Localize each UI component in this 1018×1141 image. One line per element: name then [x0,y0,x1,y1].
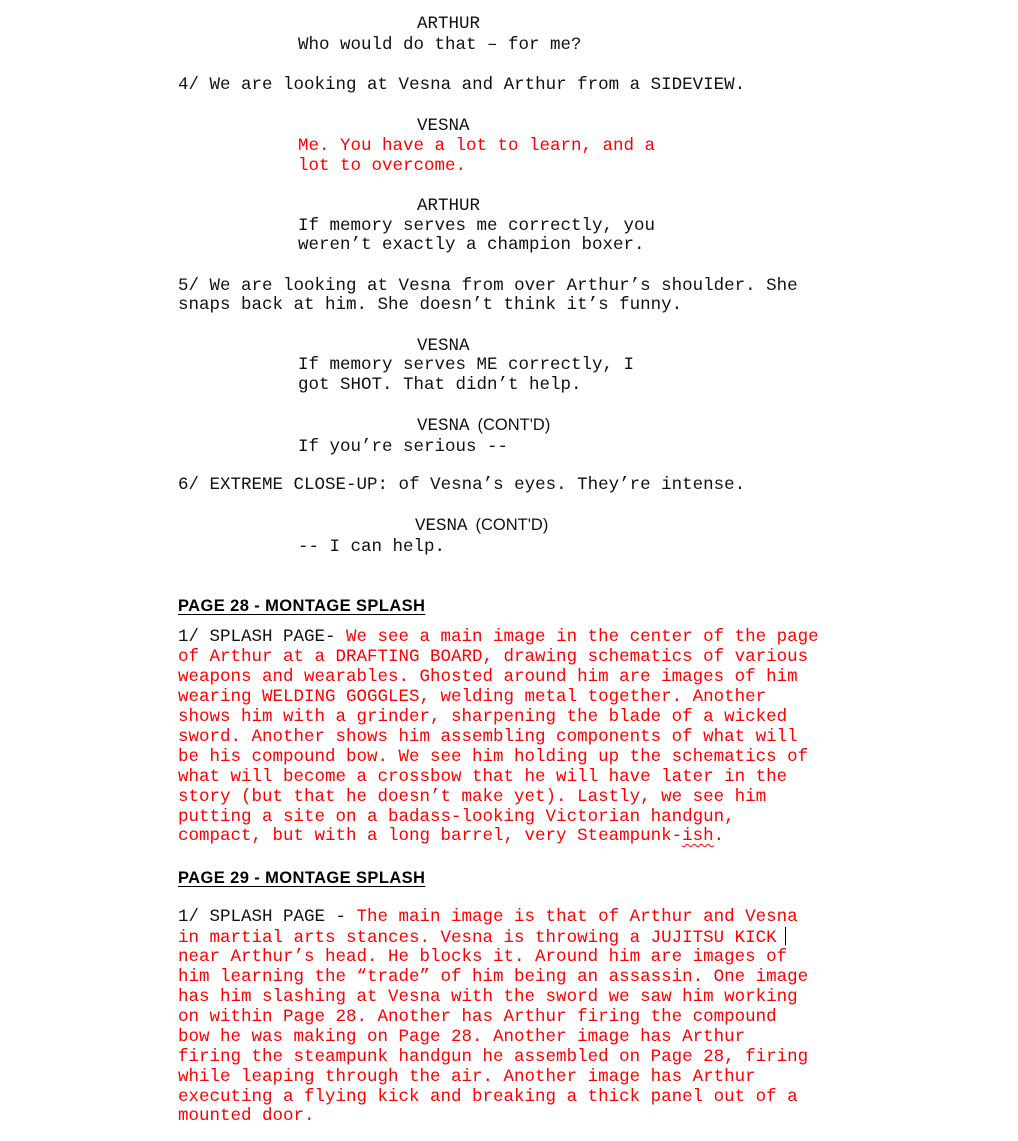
dialogue-line: got SHOT. That didn’t help. [298,375,582,395]
action-text: EXTREME CLOSE-UP: of Vesna’s eyes. They’re intense. [209,475,746,495]
character-cue [415,515,548,536]
dialogue-line: lot to overcome. [298,156,467,176]
panel-description [178,907,798,927]
description-line: putting a site on a badass-looking Victorian handgun, [178,807,735,827]
character-extension: (CONT'D) [475,516,549,534]
description-line: in martial arts stances. Vesna is throwing a JUJITSU KICK [178,927,786,948]
description-line: executing a flying kick and breaking a thick panel out of a [178,1087,798,1107]
description-line: shows him with a grinder, sharpening the blade of a wicked [178,707,788,727]
dialogue-line: -- I can help. [298,537,446,557]
panel-label: 1/ SPLASH PAGE- [178,627,347,647]
panel-number: 5/ [178,276,200,296]
panel-label: 1/ SPLASH PAGE - [178,907,357,927]
action-text: We are looking at Vesna from over Arthur’s shoulder. She [209,276,798,296]
action-text: We are looking at Vesna and Arthur from a SIDEVIEW. [209,75,746,95]
page-heading: PAGE 28 - MONTAGE SPLASH [178,597,426,615]
description-line: We see a main image in the center of the page [346,627,819,647]
character-name: ARTHUR [417,196,481,216]
description-line: firing the steampunk handgun he assembled on Page 28, firing [178,1047,809,1067]
description-line: The main image is that of Arthur and Vesna [356,907,798,927]
panel-number: 4/ [178,75,200,95]
description-line: what will become a crossbow that he will have later in the [178,767,788,787]
description-line: while leaping through the air. Another image has Arthur [178,1067,756,1087]
dialogue-line: Me. You have a lot to learn, and a [298,136,656,156]
text-cursor [785,927,786,945]
description-line: bow he was making on Page 28. Another image has Arthur [178,1027,746,1047]
description-line: near Arthur’s head. He blocks it. Around him are images of [178,947,788,967]
dialogue-line: If you’re serious -- [298,437,509,457]
dialogue-line: If memory serves ME correctly, I [298,355,635,375]
description-line: compact, but with a long barrel, very Steampunk-ish. [178,826,725,846]
description-line: on within Page 28. Another has Arthur firing the compound [178,1007,777,1027]
description-line: sword. Another shows him assembling components of what will [178,727,798,747]
dialogue-line: weren’t exactly a champion boxer. [298,235,645,255]
description-line: mounted door. [178,1106,315,1126]
dialogue-line: If memory serves me correctly, you [298,216,656,236]
description-line: him learning the “trade” of him being an assassin. One image [178,967,809,987]
page-heading: PAGE 29 - MONTAGE SPLASH [178,869,426,887]
panel-description [178,475,745,495]
panel-description [178,627,819,647]
dialogue-line: Who would do that – for me? [298,35,582,55]
description-line: story (but that he doesn’t make yet). Lastly, we see him [178,787,767,807]
description-line: weapons and wearables. Ghosted around him are images of him [178,667,798,687]
panel-number: 6/ [178,475,200,495]
character-name: VESNA [417,116,470,136]
description-line: of Arthur at a DRAFTING BOARD, drawing schematics of various [178,647,809,667]
panel-description [178,75,745,95]
description-line: has him slashing at Vesna with the sword we saw him working [178,987,798,1007]
character-cue [417,415,550,436]
character-extension: (CONT'D) [477,416,551,434]
character-name: VESNA [417,336,470,356]
description-line: be his compound bow. We see him holding up the schematics of [178,747,809,767]
character-name: ARTHUR [417,14,481,34]
panel-description [178,276,798,296]
spellcheck-flagged-word[interactable]: ish [682,826,714,846]
character-name: VESNA [415,516,468,536]
action-text: snaps back at him. She doesn’t think it’s funny. [178,295,683,315]
character-name: VESNA [417,416,470,436]
description-line: wearing WELDING GOGGLES, welding metal together. Another [178,687,767,707]
